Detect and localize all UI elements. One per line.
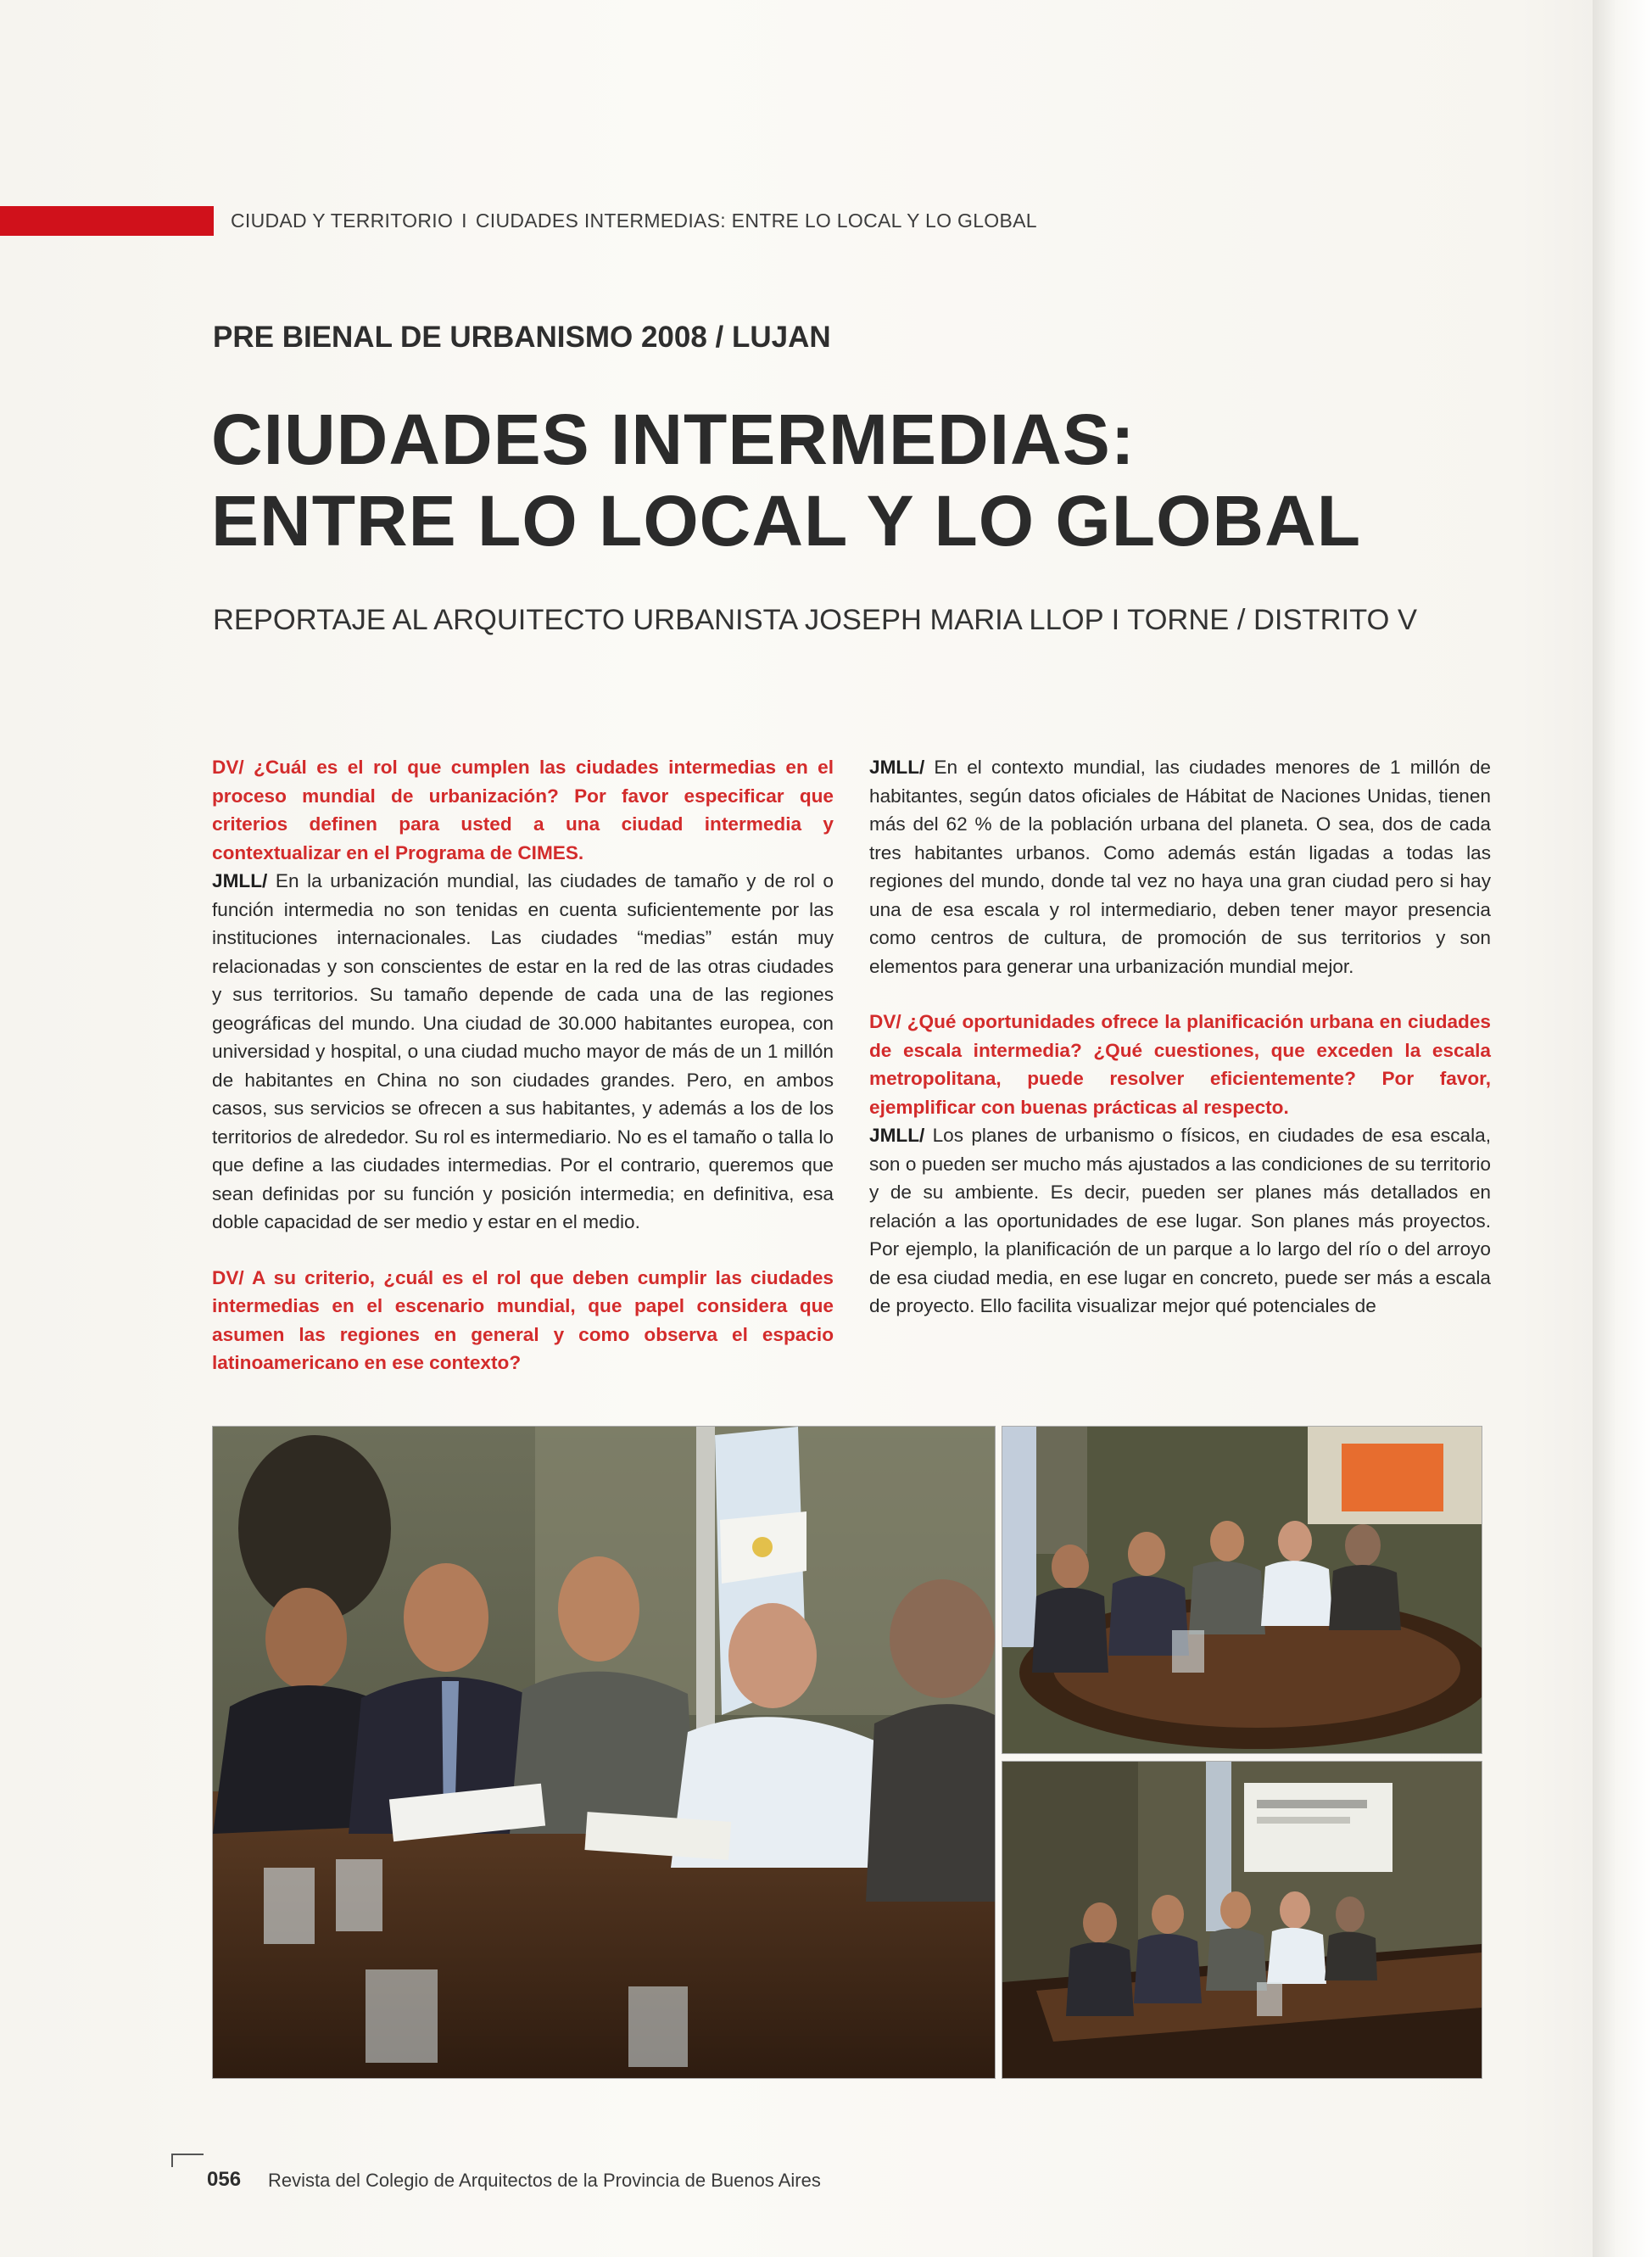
article-kicker: PRE BIENAL DE URBANISMO 2008 / LUJAN — [213, 321, 831, 354]
interview-question: DV/ A su criterio, ¿cuál es el rol que deben cumplir las ciudades intermedias en el escenario mundial, que papel considera que asumen las regiones en general y como observa el espacio latinoamericano en ese contexto? — [212, 1266, 834, 1373]
page-binding-edge — [1593, 0, 1652, 2257]
section-header — [231, 209, 1037, 235]
article-subtitle: REPORTAJE AL ARQUITECTO URBANISTA JOSEPH MARIA LLOP I TORNE / DISTRITO V — [213, 604, 1417, 636]
footer-crop-mark — [171, 2154, 204, 2167]
interview-answer — [212, 867, 834, 1237]
answer-text: En el contexto mundial, las ciudades menores de 1 millón de habitantes, según datos oficiales de Hábitat de Naciones Unidas, tienen más del 62 % de la población urbana del planeta. O sea, dos de cada tres habitantes urbanos. Como además están ligadas a todas las regiones del mundo, donde tal vez no haya una gran ciudad pero si hay una de esa escala y rol intermediario, deben tener mayor presencia como centros de cultura, de promoción de sus territorios y son elementos para generar una urbanización mundial mejor. — [869, 757, 1491, 977]
answer-tag: JMLL/ — [869, 757, 925, 778]
article-column-right — [869, 753, 1491, 1321]
section-name: CIUDAD Y TERRITORIO — [231, 209, 454, 232]
publication-name: Revista del Colegio de Arquitectos de la Provincia de Buenos Aires — [268, 2170, 821, 2191]
section-separator: I — [461, 209, 467, 232]
page-number: 056 — [207, 2168, 242, 2191]
interview-question: DV/ ¿Qué oportunidades ofrece la planificación urbana en ciudades de escala intermedia? ¿Qué cuestiones, que exceden la escala metropolitana, puede resolver eficientemente? Por favor, ejemplificar con buenas prácticas al respecto. — [869, 1011, 1491, 1118]
article-title — [211, 399, 1361, 561]
interview-answer — [869, 1121, 1491, 1321]
meeting-table-photo — [1002, 1426, 1482, 1754]
answer-text: Los planes de urbanismo o físicos, en ciudades de esa escala, son o pueden ser mucho más ajustados a las condiciones de su territorio y de su ambiente. Es decir, pueden ser planes más detallados en relación a las oportunidades de ese lugar. Son planes más proyectos. Por ejemplo, la planificación de un parque a lo largo del río o del arroyo de esa ciudad media, en ese lugar en concreto, puede ser más a escala de proyecto. Ello facilita visualizar mejor qué potenciales de — [869, 1125, 1491, 1316]
article-column-left — [212, 753, 834, 1377]
interview-question: DV/ ¿Cuál es el rol que cumplen las ciudades intermedias en el proceso mundial de urbanización? Por favor especificar que criterios definen para usted a una ciudad intermedia y contextualizar en el Programa de CIMES. — [212, 757, 834, 863]
meeting-room-photo — [1002, 1761, 1482, 2079]
interview-answer — [869, 753, 1491, 980]
title-line-2: ENTRE LO LOCAL Y LO GLOBAL — [211, 481, 1362, 561]
section-color-bar — [0, 206, 214, 236]
panel-discussion-photo — [212, 1426, 996, 2079]
answer-tag: JMLL/ — [869, 1125, 925, 1146]
section-topic: CIUDADES INTERMEDIAS: ENTRE LO LOCAL Y LO GLOBAL — [475, 209, 1037, 232]
answer-text: En la urbanización mundial, las ciudades de tamaño y de rol o función intermedia no son tenidas en cuenta suficientemente por las instituciones internacionales. Las ciudades “medias” están muy relacionadas y son conscientes de estar en la red de las otras ciudades y sus territorios. Su tamaño depende de cada una de las regiones geográficas del mundo. Una ciudad de 30.000 habitantes europea, con universidad y hospital, o una ciudad mucho mayor de más de un 1 millón de habitantes en China no son ciudades grandes. Pero, en ambos casos, sus servicios se ofrecen a sus habitantes, y además a los de los territorios de alrededor. Su rol es intermediario. No es el tamaño o talla lo que define a las ciudades intermedias. Por el contrario, queremos que sean definidas por su función y posición intermedia; en definitiva, esa doble capacidad de ser medio y estar en el medio. — [212, 870, 834, 1232]
title-line-1: CIUDADES INTERMEDIAS: — [211, 399, 1136, 479]
answer-tag: JMLL/ — [212, 870, 268, 891]
